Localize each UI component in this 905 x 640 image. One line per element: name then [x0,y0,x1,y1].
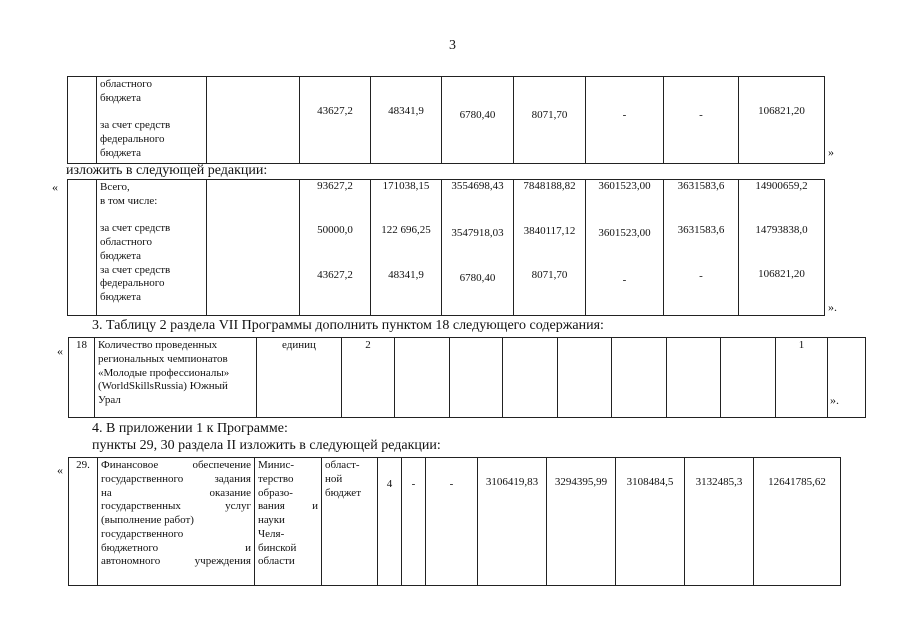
activity-description: Финансовое обеспечение государственного задания на оказание государственных услуг (выполнение работ) государственного бюджетного и автономного учреждения [98,458,255,586]
value-cell: 3106419,83 [478,458,547,586]
value-column: 3601523,00 3601523,00 - [586,180,664,316]
empty-cell [68,77,97,164]
funding-source-label: областного бюджета за счет средств федерального бюджета [97,77,207,164]
dash-cell: - [402,458,426,586]
value-cell: 106821,20 [739,77,825,164]
empty-cell [503,338,558,418]
funding-source: област- ной бюджет [322,458,378,586]
value-cell: - [586,77,664,164]
funding-table-continuation [67,76,825,164]
item-number: 18 [69,338,95,418]
paragraph-text: изложить в следующей редакции: [66,163,268,178]
value-column: 14900659,2 14793838,0 106821,20 [739,180,825,316]
responsible-ministry: Минис- терство образо- вания и науки Челя- бинской области [255,458,322,586]
value-cell: 12641785,62 [754,458,841,586]
funding-table-new [67,179,825,316]
closing-quote: ». [830,393,839,407]
page-number: 3 [449,38,456,53]
opening-quote: « [57,344,63,358]
value-cell: 48341,9 [371,77,442,164]
value-cell: 3132485,3 [685,458,754,586]
value-cell: 1 [776,338,828,418]
indicator-label: Количество проведенных региональных чемпионатов «Молодые профессионалы» (WorldSkillsRussia) Южный Урал [95,338,257,418]
paragraph-text: 4. В приложении 1 к Программе: [92,421,288,436]
value-cell: - [664,77,739,164]
value-column: 3554698,43 3547918,03 6780,40 [442,180,514,316]
value-cell: 2 [342,338,395,418]
unit-cell: единиц [257,338,342,418]
item-number: 29. [69,458,98,586]
value-cell: 43627,2 [300,77,371,164]
value-column: 93627,2 50000,0 43627,2 [300,180,371,316]
paragraph-text: 3. Таблицу 2 раздела VII Программы дополнить пунктом 18 следующего содержания: [92,318,604,333]
empty-cell [207,180,300,316]
empty-cell [68,180,97,316]
value-cell: 6780,40 [442,77,514,164]
empty-cell [612,338,667,418]
opening-quote: « [57,463,63,477]
empty-cell [667,338,721,418]
closing-quote: » [828,145,834,159]
funding-source-label: Всего, в том числе: за счет средств областного бюджета за счет средств федерального бюджета [97,180,207,316]
value-cell: 8071,70 [514,77,586,164]
empty-cell [450,338,503,418]
dash-cell: - [426,458,478,586]
program-items-table [68,457,841,586]
value-column: 3631583,6 3631583,6 - [664,180,739,316]
empty-cell [721,338,776,418]
paragraph-text: пункты 29, 30 раздела II изложить в следующей редакции: [92,438,441,453]
empty-cell [395,338,450,418]
empty-cell [207,77,300,164]
closing-quote: ». [828,300,837,314]
value-cell: 3294395,99 [547,458,616,586]
value-column: 7848188,82 3840117,12 8071,70 [514,180,586,316]
opening-quote: « [52,180,58,194]
value-column: 171038,15 122 696,25 48341,9 [371,180,442,316]
code-cell: 4 [378,458,402,586]
value-cell: 3108484,5 [616,458,685,586]
empty-cell [558,338,612,418]
indicator-table [68,337,866,418]
